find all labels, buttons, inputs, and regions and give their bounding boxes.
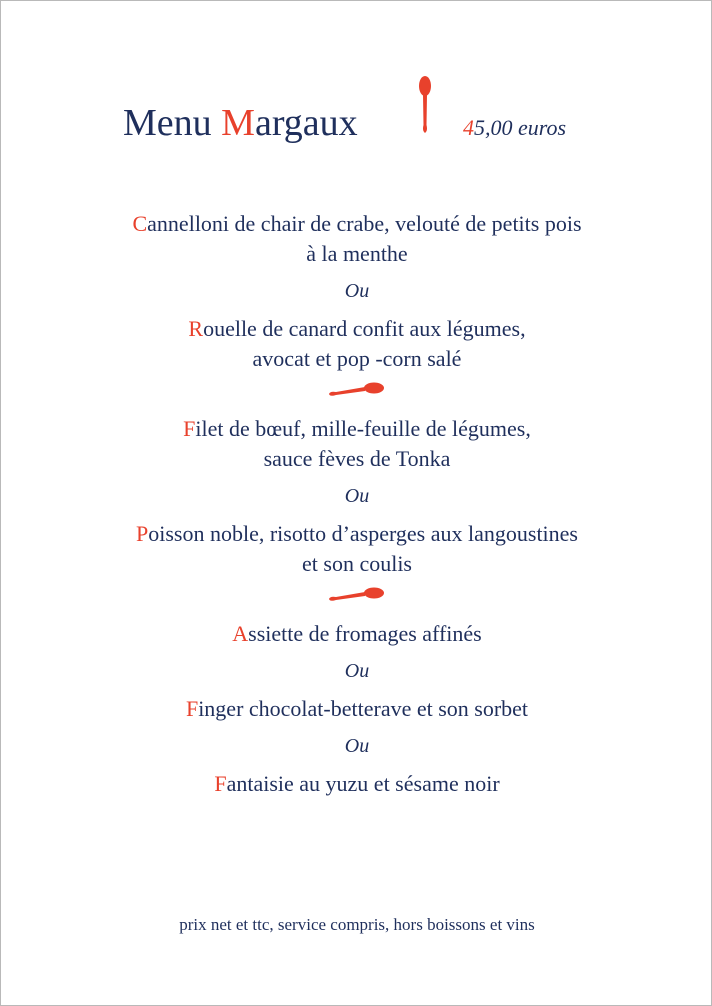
course-separator (1, 374, 712, 414)
dish-initial: F (185, 696, 199, 721)
dish-initial: C (132, 211, 148, 236)
dish-text: antaisie au yuzu et sésame noir (226, 771, 500, 796)
dish-line (1, 209, 712, 239)
title-initial: M (221, 102, 255, 144)
dish-poisson (1, 519, 712, 579)
price-note: prix net et ttc, service compris, hors boissons et vins (179, 915, 535, 934)
menu-courses (1, 209, 712, 799)
dish-fromages (1, 619, 712, 649)
or-divider: Ou (344, 280, 370, 302)
or-divider: Ou (344, 735, 370, 757)
course-separator (1, 579, 712, 619)
dish-initial: F (183, 416, 196, 441)
dish-line (1, 314, 712, 344)
spoon-icon (328, 587, 386, 603)
dish-initial: F (214, 771, 227, 796)
dish-initial: A (232, 621, 249, 646)
dish-rouelle (1, 314, 712, 374)
dish-line: sauce fèves de Tonka (263, 446, 451, 471)
price-rest: 5,00 euros (474, 115, 567, 140)
dish-line (1, 414, 712, 444)
dish-text: oisson noble, risotto d’asperges aux langoustines (148, 521, 578, 546)
menu-title (123, 101, 358, 145)
dish-cannelloni (1, 209, 712, 269)
dish-filet (1, 414, 712, 474)
dish-finger (1, 694, 712, 724)
menu-header (1, 71, 712, 151)
dish-line (1, 519, 712, 549)
dish-text: inger chocolat-betterave et son sorbet (198, 696, 529, 721)
price-initial: 4 (463, 115, 474, 140)
dish-text: annelloni de chair de crabe, velouté de petits pois (147, 211, 582, 236)
spoon-icon (415, 75, 435, 135)
dish-line: et son coulis (302, 551, 412, 576)
dish-text: ouelle de canard confit aux légumes, (203, 316, 526, 341)
dish-text: ilet de bœuf, mille-feuille de légumes, (195, 416, 531, 441)
dish-line: avocat et pop -corn salé (252, 346, 462, 371)
title-prefix: Menu (123, 102, 222, 144)
dish-fantaisie (1, 769, 712, 799)
dish-initial: R (188, 316, 204, 341)
or-divider: Ou (344, 485, 370, 507)
spoon-icon (328, 382, 386, 398)
dish-initial: P (135, 521, 149, 546)
dish-line: à la menthe (306, 241, 408, 266)
or-divider: Ou (344, 660, 370, 682)
title-rest: argaux (254, 102, 358, 144)
dish-text: ssiette de fromages affinés (248, 621, 482, 646)
menu-price (463, 115, 566, 141)
